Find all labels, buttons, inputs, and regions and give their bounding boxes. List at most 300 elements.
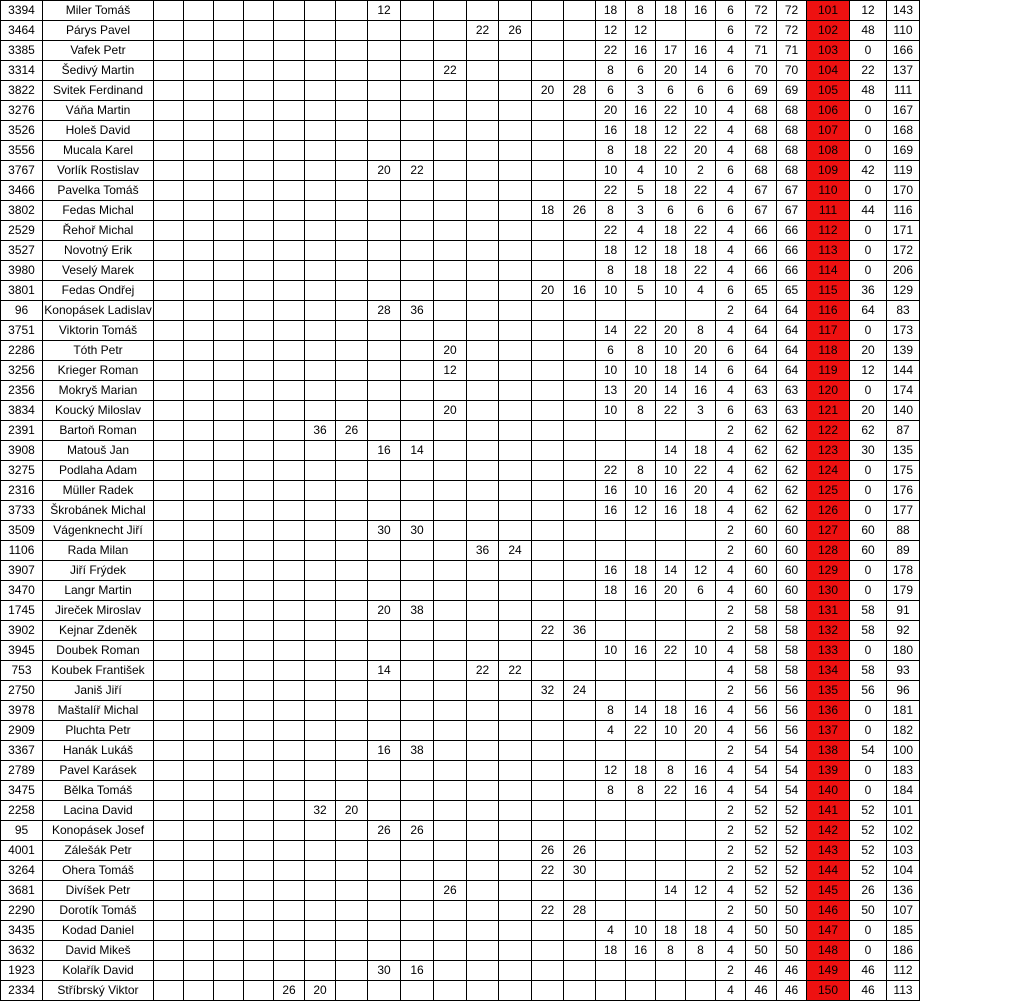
- cell: [154, 541, 184, 561]
- cell: 58: [850, 621, 887, 641]
- cell: 0: [850, 261, 887, 281]
- cell: [564, 741, 596, 761]
- cell: [336, 681, 368, 701]
- cell: [184, 101, 214, 121]
- cell: [244, 661, 274, 681]
- cell: [499, 261, 532, 281]
- cell: 16: [596, 501, 626, 521]
- cell: 60: [746, 521, 777, 541]
- cell: [656, 981, 686, 1001]
- cell: [274, 841, 305, 861]
- player-name-cell: Tóth Petr: [43, 341, 154, 361]
- cell: [434, 821, 467, 841]
- cell: 22: [656, 141, 686, 161]
- cell: [656, 21, 686, 41]
- cell: [154, 561, 184, 581]
- cell: [244, 181, 274, 201]
- cell: [532, 241, 564, 261]
- cell: [686, 901, 716, 921]
- rank-cell: 102: [807, 21, 850, 41]
- cell: [154, 421, 184, 441]
- cell: [305, 541, 336, 561]
- cell: 4: [716, 561, 746, 581]
- cell: [626, 841, 656, 861]
- rank-cell: 111: [807, 201, 850, 221]
- cell: [626, 901, 656, 921]
- cell: [564, 21, 596, 41]
- cell: [184, 441, 214, 461]
- cell: 20: [656, 321, 686, 341]
- cell: [305, 241, 336, 261]
- cell: [434, 741, 467, 761]
- cell: [274, 161, 305, 181]
- cell: 68: [746, 141, 777, 161]
- cell: [336, 921, 368, 941]
- cell: [274, 821, 305, 841]
- cell: [596, 841, 626, 861]
- cell: [401, 641, 434, 661]
- cell: [499, 881, 532, 901]
- cell: [154, 21, 184, 41]
- cell: 63: [777, 381, 807, 401]
- table-row: [1, 801, 920, 821]
- cell: [656, 661, 686, 681]
- cell: 4: [626, 221, 656, 241]
- cell: [564, 601, 596, 621]
- cell: [467, 981, 499, 1001]
- cell: [336, 1, 368, 21]
- cell: [184, 121, 214, 141]
- cell: [434, 901, 467, 921]
- cell: [336, 81, 368, 101]
- cell: 30: [368, 521, 401, 541]
- cell: [305, 461, 336, 481]
- cell: [244, 81, 274, 101]
- cell: [564, 421, 596, 441]
- cell: [244, 321, 274, 341]
- cell: [184, 221, 214, 241]
- cell: [244, 281, 274, 301]
- player-id-cell: 3945: [1, 641, 43, 661]
- cell: 12: [850, 361, 887, 381]
- cell: [305, 61, 336, 81]
- cell: 38: [401, 601, 434, 621]
- cell: [467, 841, 499, 861]
- cell: [336, 121, 368, 141]
- cell: 16: [686, 761, 716, 781]
- cell: [305, 161, 336, 181]
- player-name-cell: Šedivý Martin: [43, 61, 154, 81]
- cell: 60: [746, 581, 777, 601]
- cell: [214, 341, 244, 361]
- cell: [368, 581, 401, 601]
- cell: [656, 821, 686, 841]
- cell: 0: [850, 381, 887, 401]
- rank-cell: 127: [807, 521, 850, 541]
- cell: [336, 821, 368, 841]
- cell: [305, 761, 336, 781]
- cell: 20: [686, 341, 716, 361]
- cell: [336, 21, 368, 41]
- cell: 58: [777, 621, 807, 641]
- player-id-cell: 3733: [1, 501, 43, 521]
- cell: [532, 701, 564, 721]
- player-id-cell: 2316: [1, 481, 43, 501]
- cell: [214, 381, 244, 401]
- cell: 0: [850, 761, 887, 781]
- cell: [154, 881, 184, 901]
- cell: 58: [746, 621, 777, 641]
- cell: [596, 881, 626, 901]
- cell: [434, 761, 467, 781]
- table-row: [1, 941, 920, 961]
- cell: [368, 41, 401, 61]
- rank-cell: 142: [807, 821, 850, 841]
- cell: [336, 961, 368, 981]
- cell: [154, 361, 184, 381]
- cell: [467, 681, 499, 701]
- cell: 64: [746, 341, 777, 361]
- cell: 179: [887, 581, 920, 601]
- cell: [467, 761, 499, 781]
- cell: 6: [686, 581, 716, 601]
- cell: 20: [532, 81, 564, 101]
- cell: [184, 201, 214, 221]
- cell: 0: [850, 141, 887, 161]
- cell: [401, 261, 434, 281]
- cell: [154, 201, 184, 221]
- cell: [532, 721, 564, 741]
- cell: [401, 801, 434, 821]
- cell: [274, 941, 305, 961]
- cell: [626, 301, 656, 321]
- cell: 5: [626, 181, 656, 201]
- cell: 18: [656, 1, 686, 21]
- cell: 12: [686, 561, 716, 581]
- cell: 2: [716, 841, 746, 861]
- cell: [434, 41, 467, 61]
- cell: [154, 281, 184, 301]
- cell: 12: [626, 21, 656, 41]
- cell: [184, 421, 214, 441]
- cell: [434, 81, 467, 101]
- cell: 3: [626, 201, 656, 221]
- cell: [467, 961, 499, 981]
- player-name-cell: Mucala Karel: [43, 141, 154, 161]
- cell: 52: [850, 801, 887, 821]
- cell: [401, 721, 434, 741]
- cell: [401, 941, 434, 961]
- cell: [244, 481, 274, 501]
- cell: [401, 141, 434, 161]
- rank-cell: 137: [807, 721, 850, 741]
- cell: [214, 301, 244, 321]
- cell: [244, 841, 274, 861]
- cell: 22: [499, 661, 532, 681]
- cell: [532, 541, 564, 561]
- cell: [686, 841, 716, 861]
- cell: [184, 721, 214, 741]
- rank-cell: 146: [807, 901, 850, 921]
- table-row: [1, 361, 920, 381]
- cell: [467, 341, 499, 361]
- cell: 0: [850, 781, 887, 801]
- cell: 8: [686, 321, 716, 341]
- cell: [434, 781, 467, 801]
- rank-cell: 150: [807, 981, 850, 1001]
- player-name-cell: Řehoř Michal: [43, 221, 154, 241]
- cell: [214, 561, 244, 581]
- cell: [336, 721, 368, 741]
- cell: [656, 801, 686, 821]
- player-id-cell: 3367: [1, 741, 43, 761]
- cell: [336, 661, 368, 681]
- player-name-cell: Bělka Tomáš: [43, 781, 154, 801]
- cell: [499, 901, 532, 921]
- cell: [305, 621, 336, 641]
- cell: 4: [716, 921, 746, 941]
- cell: 17: [656, 41, 686, 61]
- cell: [184, 601, 214, 621]
- cell: 20: [686, 481, 716, 501]
- cell: [532, 761, 564, 781]
- cell: [401, 1, 434, 21]
- cell: 16: [686, 701, 716, 721]
- player-id-cell: 2391: [1, 421, 43, 441]
- cell: [305, 961, 336, 981]
- cell: [368, 21, 401, 41]
- cell: [626, 601, 656, 621]
- cell: 6: [716, 201, 746, 221]
- cell: 96: [887, 681, 920, 701]
- cell: [596, 741, 626, 761]
- cell: [244, 761, 274, 781]
- cell: [467, 321, 499, 341]
- table-row: [1, 221, 920, 241]
- player-name-cell: Stříbrský Viktor: [43, 981, 154, 1001]
- player-name-cell: Vafek Petr: [43, 41, 154, 61]
- cell: [499, 561, 532, 581]
- cell: [499, 841, 532, 861]
- cell: 0: [850, 461, 887, 481]
- player-name-cell: Zálešák Petr: [43, 841, 154, 861]
- cell: [434, 461, 467, 481]
- player-name-cell: Krieger Roman: [43, 361, 154, 381]
- cell: [564, 361, 596, 381]
- table-row: [1, 201, 920, 221]
- cell: [305, 921, 336, 941]
- cell: [656, 421, 686, 441]
- cell: [626, 861, 656, 881]
- cell: 2: [716, 861, 746, 881]
- cell: [184, 921, 214, 941]
- cell: 71: [777, 41, 807, 61]
- cell: [564, 301, 596, 321]
- cell: 93: [887, 661, 920, 681]
- cell: [336, 601, 368, 621]
- cell: [434, 981, 467, 1001]
- cell: [499, 761, 532, 781]
- cell: [686, 681, 716, 701]
- table-row: [1, 141, 920, 161]
- rank-cell: 139: [807, 761, 850, 781]
- cell: [368, 101, 401, 121]
- cell: [434, 921, 467, 941]
- cell: 8: [626, 341, 656, 361]
- cell: 26: [274, 981, 305, 1001]
- cell: [532, 421, 564, 441]
- rank-cell: 124: [807, 461, 850, 481]
- cell: [626, 421, 656, 441]
- cell: [532, 481, 564, 501]
- cell: 173: [887, 321, 920, 341]
- cell: 4: [716, 181, 746, 201]
- cell: 68: [746, 101, 777, 121]
- cell: [467, 141, 499, 161]
- cell: 30: [850, 441, 887, 461]
- cell: [401, 401, 434, 421]
- cell: [564, 221, 596, 241]
- cell: [596, 441, 626, 461]
- table-row: [1, 781, 920, 801]
- cell: 26: [850, 881, 887, 901]
- cell: [434, 841, 467, 861]
- rank-cell: 125: [807, 481, 850, 501]
- cell: 14: [656, 441, 686, 461]
- rank-cell: 135: [807, 681, 850, 701]
- cell: 10: [656, 161, 686, 181]
- cell: 4: [596, 921, 626, 941]
- cell: 6: [716, 21, 746, 41]
- cell: [401, 541, 434, 561]
- cell: [274, 901, 305, 921]
- cell: [154, 301, 184, 321]
- cell: 22: [467, 661, 499, 681]
- cell: 143: [887, 1, 920, 21]
- cell: [274, 801, 305, 821]
- cell: [368, 621, 401, 641]
- cell: 8: [656, 941, 686, 961]
- cell: [274, 641, 305, 661]
- cell: 3: [626, 81, 656, 101]
- cell: [368, 501, 401, 521]
- player-name-cell: Mokryš Marian: [43, 381, 154, 401]
- cell: [305, 781, 336, 801]
- table-row: [1, 741, 920, 761]
- cell: 52: [777, 881, 807, 901]
- cell: [564, 961, 596, 981]
- cell: [154, 441, 184, 461]
- cell: [244, 801, 274, 821]
- cell: [401, 761, 434, 781]
- table-row: [1, 681, 920, 701]
- cell: 18: [656, 261, 686, 281]
- cell: [154, 621, 184, 641]
- cell: [336, 241, 368, 261]
- cell: 16: [656, 481, 686, 501]
- cell: [434, 201, 467, 221]
- cell: [214, 61, 244, 81]
- cell: [686, 621, 716, 641]
- cell: 6: [686, 201, 716, 221]
- rank-cell: 106: [807, 101, 850, 121]
- cell: [184, 301, 214, 321]
- cell: [214, 681, 244, 701]
- cell: [274, 781, 305, 801]
- player-name-cell: Kodad Daniel: [43, 921, 154, 941]
- cell: [154, 681, 184, 701]
- cell: [467, 301, 499, 321]
- cell: 0: [850, 581, 887, 601]
- cell: [401, 421, 434, 441]
- cell: [368, 341, 401, 361]
- cell: [686, 801, 716, 821]
- cell: [499, 781, 532, 801]
- cell: 52: [850, 841, 887, 861]
- cell: [305, 301, 336, 321]
- cell: [434, 241, 467, 261]
- cell: 129: [887, 281, 920, 301]
- cell: 18: [686, 441, 716, 461]
- cell: 70: [777, 61, 807, 81]
- cell: 102: [887, 821, 920, 841]
- cell: [184, 401, 214, 421]
- cell: [596, 821, 626, 841]
- cell: [656, 601, 686, 621]
- cell: [336, 481, 368, 501]
- cell: [274, 121, 305, 141]
- cell: [532, 261, 564, 281]
- player-id-cell: 2529: [1, 221, 43, 241]
- cell: 10: [656, 721, 686, 741]
- cell: [368, 121, 401, 141]
- cell: [434, 141, 467, 161]
- player-id-cell: 3435: [1, 921, 43, 941]
- cell: [564, 701, 596, 721]
- cell: 6: [716, 341, 746, 361]
- cell: [434, 281, 467, 301]
- cell: 135: [887, 441, 920, 461]
- cell: [305, 441, 336, 461]
- table-row: [1, 881, 920, 901]
- cell: [499, 821, 532, 841]
- cell: [656, 521, 686, 541]
- cell: [154, 801, 184, 821]
- cell: [336, 761, 368, 781]
- cell: [368, 81, 401, 101]
- cell: 20: [686, 721, 716, 741]
- cell: [564, 581, 596, 601]
- cell: [434, 681, 467, 701]
- cell: [467, 1, 499, 21]
- cell: [274, 141, 305, 161]
- cell: 6: [626, 61, 656, 81]
- cell: 18: [626, 261, 656, 281]
- cell: [305, 261, 336, 281]
- cell: [532, 61, 564, 81]
- cell: [532, 141, 564, 161]
- cell: [214, 141, 244, 161]
- rank-cell: 123: [807, 441, 850, 461]
- cell: [596, 421, 626, 441]
- cell: 0: [850, 221, 887, 241]
- cell: 10: [686, 641, 716, 661]
- cell: 12: [686, 881, 716, 901]
- cell: 3: [686, 401, 716, 421]
- cell: [626, 521, 656, 541]
- cell: [244, 621, 274, 641]
- cell: 4: [716, 461, 746, 481]
